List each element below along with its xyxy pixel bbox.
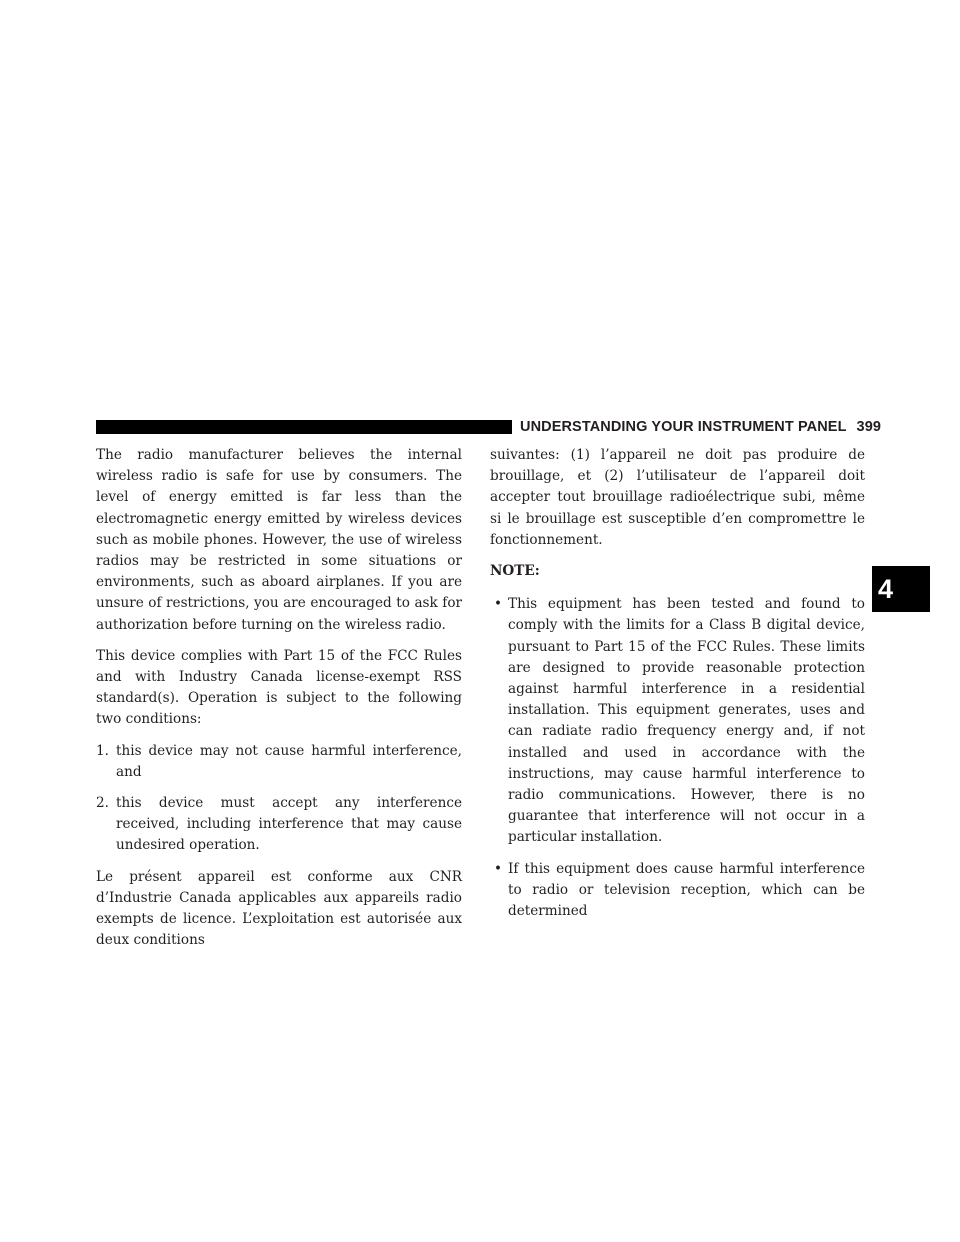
list-number: 2.	[96, 795, 109, 812]
right-column	[490, 445, 865, 932]
running-header	[520, 418, 881, 436]
bullet-item	[490, 859, 865, 923]
list-item	[96, 741, 462, 783]
paragraph-wireless-safety: The radio manufacturer believes the internal wireless radio is safe for use by consumers. The level of energy emitted is far less than the electromagnetic energy emitted by wireless devices such as mobile phones. However, the use of wireless radios may be restricted in some situations or environments, such as aboard airplanes. If you are unsure of restrictions, you are encouraged to ask for authorization before turning on the wireless radio.	[96, 447, 462, 633]
paragraph-french-conditions: suivantes: (1) l’appareil ne doit pas produire de brouillage, et (2) l’utilisateur de l’appareil doit accepter tout brouillage radioélectrique subi, même si le brouillage est susceptible d’en compromettre le fonctionnement.	[490, 447, 865, 548]
bullet-icon: •	[494, 596, 503, 613]
list-item-text: this device may not cause harmful interference, and	[116, 742, 462, 780]
list-number: 1.	[96, 742, 109, 759]
bullet-item	[490, 594, 865, 848]
page-number: 399	[856, 419, 882, 435]
bullet-text: This equipment has been tested and found to comply with the limits for a Class B digital device, pursuant to Part 15 of the FCC Rules. These limits are designed to provide reasonable protection against harmful interference in a residential installation. This equipment generates, uses and can radiate radio frequency energy and, if not installed and used in accordance with the instructions, may cause harmful interference to radio communications. However, there is no guarantee that interference will not occur in a particular installation.	[508, 596, 865, 846]
paragraph-french-compliance: Le présent appareil est conforme aux CNR d’Industrie Canada applicables aux appareils radio exempts de licence. L’exploitation est autorisée aux deux conditions	[96, 868, 462, 949]
note-label: NOTE:	[490, 563, 540, 580]
list-item-text: this device must accept any interference received, including interference that may cause undesired operation.	[116, 795, 462, 854]
bullet-icon: •	[494, 860, 503, 877]
left-column	[96, 445, 462, 961]
header-rule-bar	[96, 420, 512, 434]
section-title: UNDERSTANDING YOUR INSTRUMENT PANEL	[520, 419, 847, 435]
list-item	[96, 793, 462, 857]
paragraph-fcc-compliance: This device complies with Part 15 of the FCC Rules and with Industry Canada license-exempt RSS standard(s). Operation is subject to the following two conditions:	[96, 647, 462, 728]
bullet-text: If this equipment does cause harmful interference to radio or television reception, which can be determined	[508, 860, 865, 920]
chapter-tab: 4	[872, 566, 930, 612]
